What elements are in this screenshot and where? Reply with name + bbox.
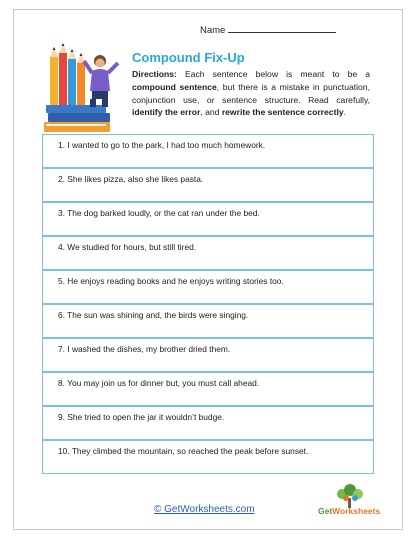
sentence-box-6[interactable]: 6. The sun was shining and, the birds were singing.: [42, 304, 374, 338]
pencils-icon: [50, 43, 85, 105]
getworksheets-logo-text: GetWorksheets: [318, 506, 381, 516]
books-stack-icon: [44, 105, 110, 132]
sentence-box-8[interactable]: 8. You may join us for dinner but, you must call ahead.: [42, 372, 374, 406]
sentence-box-4[interactable]: 4. We studied for hours, but still tired.: [42, 236, 374, 270]
name-label: Name: [200, 25, 226, 36]
student-icon: [84, 55, 118, 107]
sentence-box-1[interactable]: 1. I wanted to go to the park, I had too much homework.: [42, 134, 374, 168]
sentence-box-5[interactable]: 5. He enjoys reading books and he enjoys writing stories too.: [42, 270, 374, 304]
sentence-box-3[interactable]: 3. The dog barked loudly, or the cat ran under the bed.: [42, 202, 374, 236]
sentence-box-2[interactable]: 2. She likes pizza, also she likes pasta.: [42, 168, 374, 202]
directions-text: Directions: Each sentence below is meant to be a compound sentence, but there is a mistake in punctuation, conjunction use, or sentence structure. Read carefully, identify the error, and rewrite the sentence correctly.: [132, 69, 371, 118]
directions-lead: Directions:: [132, 69, 177, 79]
name-line: [228, 24, 336, 33]
pencils-books-illustration: [44, 43, 128, 133]
sentence-box-10[interactable]: 10. They climbed the mountain, so reached the peak before sunset.: [42, 440, 374, 474]
worksheet-title: Compound Fix-Up: [132, 50, 245, 65]
sentence-box-9[interactable]: 9. She tried to open the jar it wouldn’t budge.: [42, 406, 374, 440]
sentence-box-7[interactable]: 7. I washed the dishes, my brother dried them.: [42, 338, 374, 372]
getworksheets-link[interactable]: © GetWorksheets.com: [154, 504, 255, 515]
name-field: [200, 24, 336, 36]
